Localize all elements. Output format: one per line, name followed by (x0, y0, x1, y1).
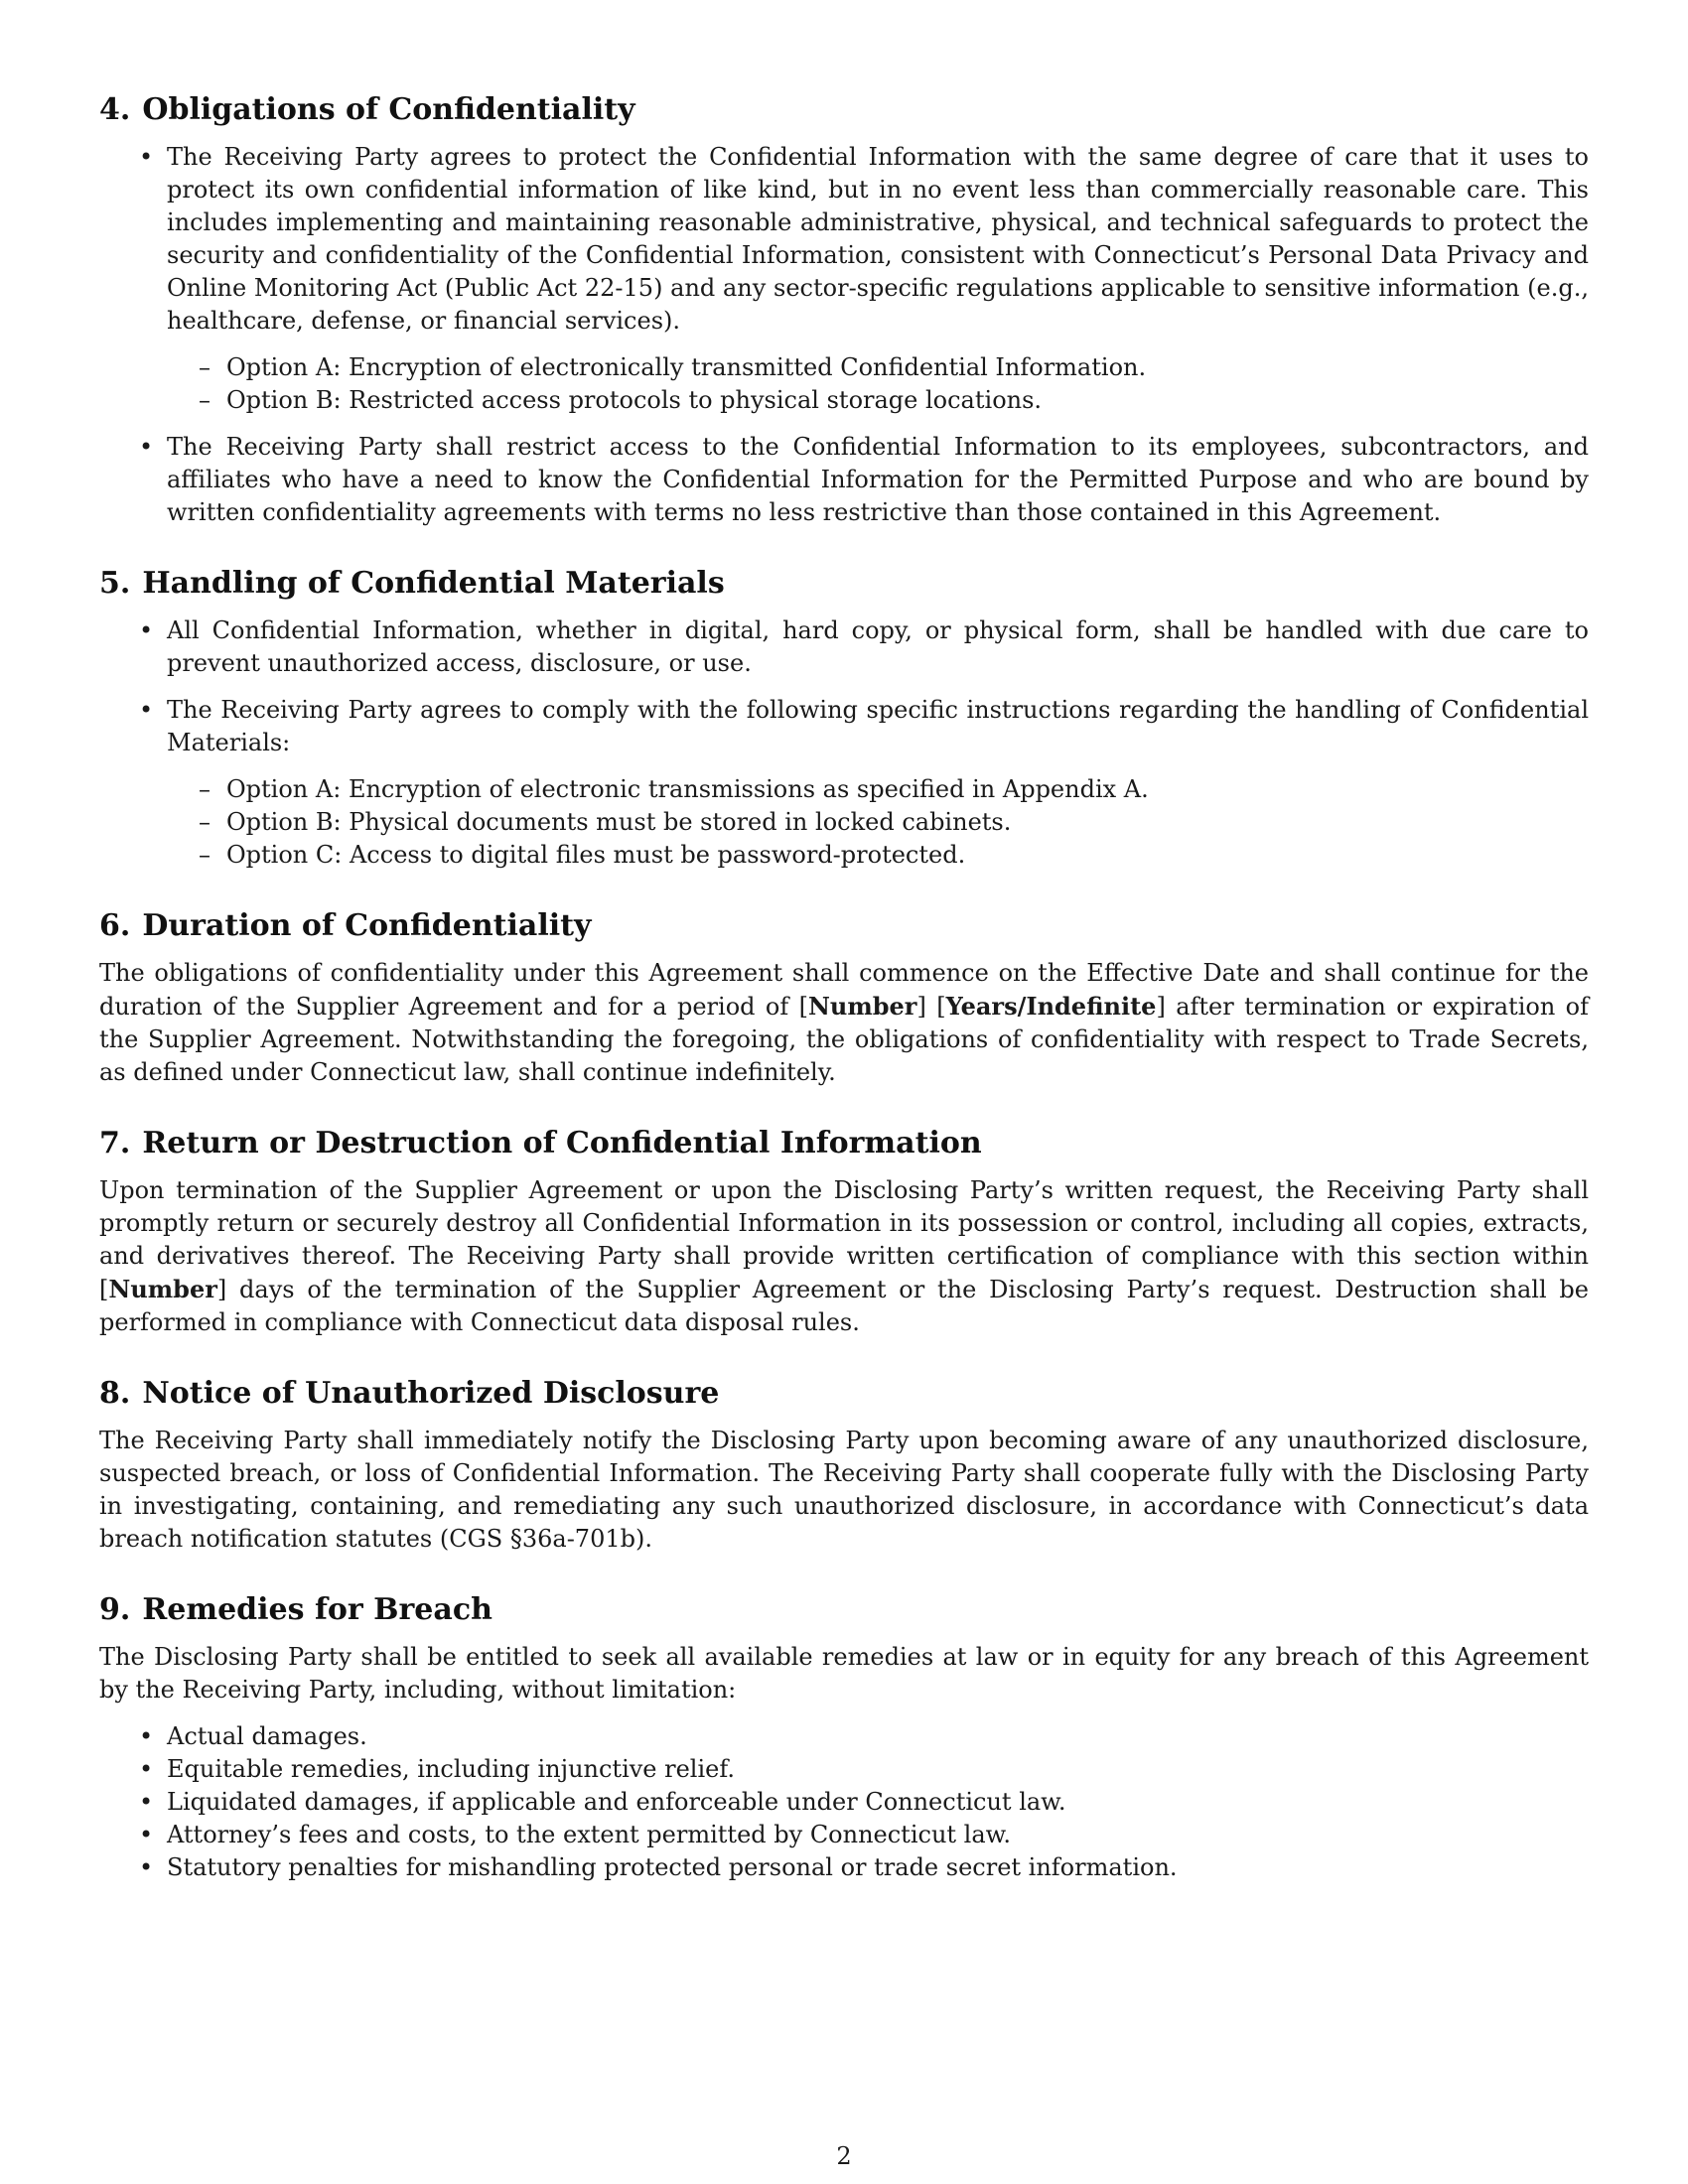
placeholder-years: Years/Indefinite (945, 992, 1157, 1021)
section-heading (99, 565, 1589, 603)
placeholder-number: Number (108, 1275, 217, 1303)
section-heading (99, 907, 1589, 945)
section-number: 8. (99, 1376, 131, 1411)
paragraph-text: Upon termination of the Supplier Agreement or upon the Disclosing Party’s written request, the Receiving Party shall promptly return or securely destroy all Confidential Information in its possession or control, including all copies, extracts, and derivatives thereof. The Receiving Party shall provide written certification of compliance with this section within (99, 1176, 1589, 1270)
list-item: • The Receiving Party shall restrict access to the Confidential Information to its employees, subcontractors, and affiliates who have a need to know the Confidential Information for the Permitted Purpose and who are bound by written confidentiality agreements with terms no less restrictive than those contained in this Agreement. (99, 431, 1589, 529)
list-item: • Statutory penalties for mishandling protected personal or trade secret information. (99, 1851, 1589, 1884)
section-paragraph: The obligations of confidentiality under this Agreement shall commence on the Effective Date and shall continue for the duration of the Supplier Agreement and for a period of [Number] [Years/Indefinite] after termination or expiration of the Supplier Agreement. Notwithstanding the foregoing, the obligations of confidentiality with respect to Trade Secrets, as defined under Connecticut law, shall continue indefinitely. (99, 959, 1589, 1086)
section-title: Duration of Confidentiality (142, 908, 592, 943)
section-heading (99, 1591, 1589, 1629)
section-9 (99, 1591, 1589, 1884)
section-paragraph: The Receiving Party shall immediately notify the Disclosing Party upon becoming aware of any unauthorized disclosure, suspected breach, or loss of Confidential Information. The Receiving Party shall cooperate fully with the Disclosing Party in investigating, containing, and remediating any such unauthorized disclosure, in accordance with Connecticut’s data breach notification statutes (CGS §36a-701b). (99, 1427, 1589, 1553)
option-item: – Option B: Restricted access protocols to physical storage locations. (167, 384, 1589, 417)
document-body (99, 91, 1589, 1920)
page-number: 2 (836, 2142, 852, 2170)
list-item: • All Confidential Information, whether in digital, hard copy, or physical form, shall be handled with due care to prevent unauthorized access, disclosure, or use. (99, 614, 1589, 680)
paragraph-text: after termination or expiration of the Supplier Agreement. Notwithstanding the foregoing, the obligations of confidentiality with respect to Trade Secrets, as defined under Connecticut law, shall continue indefinitely. (99, 993, 1589, 1086)
section-number: 7. (99, 1126, 131, 1160)
option-item: – Option A: Encryption of electronically transmitted Confidential Information. (167, 351, 1589, 384)
section-6 (99, 907, 1589, 1089)
list-item: • Actual damages. (99, 1720, 1589, 1753)
section-heading (99, 1125, 1589, 1162)
section-title: Obligations of Confidentiality (142, 92, 635, 127)
section-number: 4. (99, 92, 131, 127)
section-title: Remedies for Breach (142, 1592, 492, 1627)
section-paragraph: The Disclosing Party shall be entitled to seek all available remedies at law or in equity for any breach of this Agreement by the Receiving Party, including, without limitation: (99, 1643, 1589, 1704)
list-item: • Attorney’s fees and costs, to the extent permitted by Connecticut law. (99, 1819, 1589, 1851)
list-item-text: The Receiving Party agrees to comply with the following specific instructions regarding the handling of Confidential Materials: (167, 696, 1589, 756)
option-item: – Option A: Encryption of electronic transmissions as specified in Appendix A. (167, 773, 1589, 806)
list-item (99, 141, 1589, 417)
section-number: 5. (99, 566, 131, 601)
section-title: Return or Destruction of Confidential Information (142, 1126, 982, 1160)
paragraph-text: days of the termination of the Supplier Agreement or the Disclosing Party’s request. Destruction shall be performed in compliance with Connecticut data disposal rules. (99, 1276, 1589, 1336)
list-item (99, 694, 1589, 872)
section-5 (99, 565, 1589, 872)
paragraph-text: The obligations of confidentiality under this Agreement shall commence on the Effective Date and shall continue for the duration of the Supplier Agreement and for a period of (99, 959, 1589, 1021)
section-4 (99, 91, 1589, 529)
section-title: Handling of Confidential Materials (142, 566, 725, 601)
option-item: – Option C: Access to digital files must be password-protected. (167, 839, 1589, 872)
section-number: 9. (99, 1592, 131, 1627)
option-item: – Option B: Physical documents must be stored in locked cabinets. (167, 806, 1589, 839)
list-item-text: The Receiving Party agrees to protect the Confidential Information with the same degree of care that it uses to protect its own confidential information of like kind, but in no event less than commercially reasonable care. This includes implementing and maintaining reasonable administrative, physical, and technical safeguards to protect the security and confidentiality of the Confidential Information, consistent with Connecticut’s Personal Data Privacy and Online Monitoring Act (Public Act 22-15) and any sector-specific regulations applicable to sensitive information (e.g., healthcare, defense, or financial services). (167, 143, 1589, 335)
section-paragraph: Upon termination of the Supplier Agreement or upon the Disclosing Party’s written request, the Receiving Party shall promptly return or securely destroy all Confidential Information in its possession or control, including all copies, extracts, and derivatives thereof. The Receiving Party shall provide written certification of compliance with this section within [Number] days of the termination of the Supplier Agreement or the Disclosing Party’s request. Destruction shall be performed in compliance with Connecticut data disposal rules. (99, 1176, 1589, 1336)
section-number: 6. (99, 908, 131, 943)
placeholder-number: Number (807, 992, 917, 1021)
section-title: Notice of Unauthorized Disclosure (142, 1376, 720, 1411)
section-heading (99, 1375, 1589, 1413)
section-7 (99, 1125, 1589, 1339)
list-item: • Liquidated damages, if applicable and enforceable under Connecticut law. (99, 1786, 1589, 1819)
list-item: • Equitable remedies, including injunctive relief. (99, 1753, 1589, 1786)
section-8 (99, 1375, 1589, 1556)
section-heading (99, 91, 1589, 129)
